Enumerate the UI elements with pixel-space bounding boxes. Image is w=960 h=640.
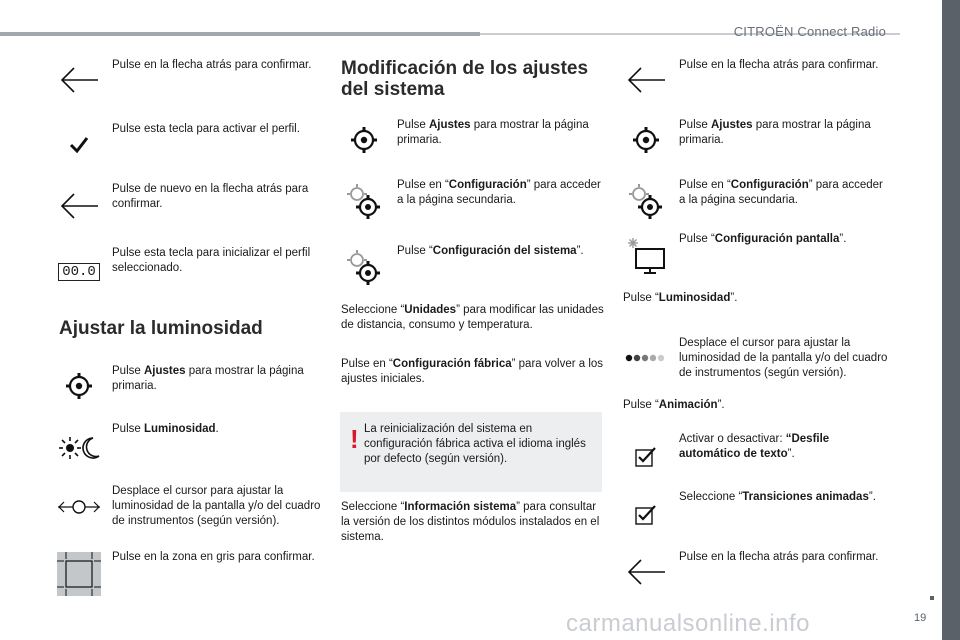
watermark-text: carmanualsonline.info <box>566 610 810 637</box>
step-text: Desplace el cursor para ajustar la luminosidad de la pantalla y/o del cuadro de instrumentos (según versión). <box>679 337 888 379</box>
double-gear-icon <box>340 180 388 224</box>
step-text: Pulse en la flecha atrás para confirmar. <box>679 59 879 71</box>
step-text: Pulse Ajustes para mostrar la página primaria. <box>112 365 304 392</box>
brightness-level-icon <box>622 346 670 370</box>
step-text: Pulse esta tecla para activar el perfil. <box>112 123 300 135</box>
step-text: Activar o desactivar: “Desfile automático de texto”. <box>679 433 830 460</box>
gear-icon <box>55 368 103 404</box>
page-side-tab <box>942 0 960 640</box>
header-rule <box>0 32 480 36</box>
sun-moon-icon <box>55 430 103 466</box>
checkbox-checked-icon <box>622 500 670 530</box>
animation-paragraph: Pulse “Animación”. <box>623 399 725 411</box>
units-paragraph: Seleccione “Unidades” para modificar las unidades de distancia, consumo y temperatura. <box>341 304 604 331</box>
back-arrow-icon <box>55 62 103 98</box>
step-text: Pulse “Configuración del sistema”. <box>397 245 584 257</box>
step-text: Pulse en “Configuración” para acceder a la página secundaria. <box>679 179 883 206</box>
checkbox-checked-icon <box>622 442 670 472</box>
step-text: Pulse esta tecla para inicializar el perfil seleccionado. <box>112 247 311 274</box>
double-gear-icon <box>622 180 670 224</box>
double-gear-icon <box>340 246 388 290</box>
warning-icon: ! <box>350 424 359 454</box>
brightness-paragraph: Pulse “Luminosidad”. <box>623 292 738 304</box>
section-heading-system: Modificación de los ajustes del sistema <box>341 58 589 100</box>
step-text: Pulse “Configuración pantalla”. <box>679 233 847 245</box>
gear-icon <box>340 122 388 158</box>
step-text: Pulse Luminosidad. <box>112 423 219 435</box>
step-text: Pulse en “Configuración” para acceder a la página secundaria. <box>397 179 601 206</box>
back-arrow-icon <box>622 554 670 590</box>
system-info-paragraph: Seleccione “Información sistema” para consultar la versión de los distintos módulos instalados en el sistema. <box>341 501 600 543</box>
warning-box <box>340 412 602 492</box>
step-text: Pulse Ajustes para mostrar la página primaria. <box>679 119 871 146</box>
page-number: 19 <box>914 612 927 624</box>
step-text: Seleccione “Transiciones animadas”. <box>679 491 876 503</box>
section-heading-brightness: Ajustar la luminosidad <box>59 318 263 339</box>
step-text: Pulse en la flecha atrás para confirmar. <box>112 59 312 71</box>
step-text: Pulse de nuevo en la flecha atrás para confirmar. <box>112 183 309 210</box>
brand-label: CITROËN Connect Radio <box>733 24 886 39</box>
warning-text: La reinicialización del sistema en configuración fábrica activa el idioma inglés por defecto (según versión). <box>364 423 586 465</box>
reset-display-icon <box>55 260 103 284</box>
gear-icon <box>622 122 670 158</box>
step-text: Pulse en la zona en gris para confirmar. <box>112 551 315 563</box>
screen-settings-icon <box>622 234 670 278</box>
step-text: Pulse en la flecha atrás para confirmar. <box>679 551 879 563</box>
checkmark-icon <box>55 130 103 160</box>
factory-reset-paragraph: Pulse en “Configuración fábrica” para volver a los ajustes iniciales. <box>341 358 604 385</box>
step-text: Pulse Ajustes para mostrar la página primaria. <box>397 119 589 146</box>
slider-icon <box>55 492 103 522</box>
step-text: Desplace el cursor para ajustar la luminosidad de la pantalla y/o del cuadro de instrumentos (según versión). <box>112 485 321 527</box>
back-arrow-icon <box>55 188 103 224</box>
page-marker-dot <box>930 596 934 600</box>
back-arrow-icon <box>622 62 670 98</box>
gray-zone-icon <box>55 550 103 598</box>
reset-display-value: 00.0 <box>58 263 100 281</box>
